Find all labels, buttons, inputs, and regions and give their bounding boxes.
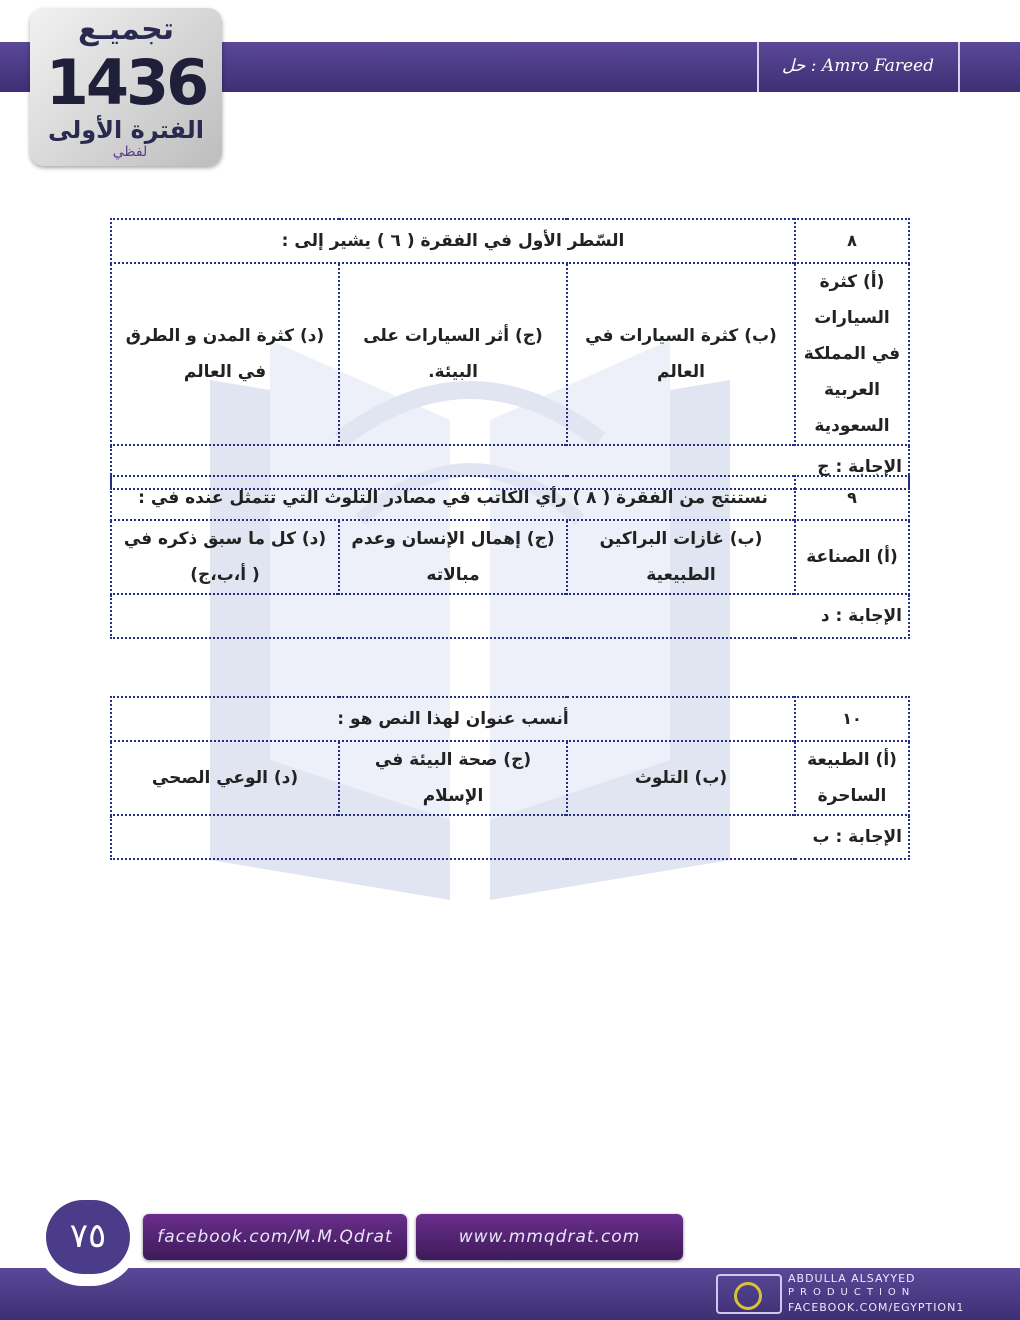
option-a[interactable]: (أ) كثرة السيارات في المملكة العربية السعودية <box>795 263 909 445</box>
option-d[interactable]: (د) الوعي الصحي <box>111 741 339 815</box>
option-d[interactable]: (د) كثرة المدن و الطرق في العالم <box>111 263 339 445</box>
answer: الإجابة : د <box>111 594 909 638</box>
credit-facebook: FACEBOOK.COM/EGYPTION1 <box>788 1301 965 1314</box>
option-b[interactable]: (ب) كثرة السيارات في العالم <box>567 263 795 445</box>
header-divider <box>757 42 759 92</box>
option-c[interactable]: (ج) إهمال الإنسان وعدم مبالاته <box>339 520 567 594</box>
option-c[interactable]: (ج) أثر السيارات على البيئة. <box>339 263 567 445</box>
header-divider <box>958 42 960 92</box>
question-block-8 <box>110 218 910 490</box>
question-text: السّطر الأول في الفقرة ( ٦ ) يشير إلى : <box>111 219 795 263</box>
production-credit <box>716 1272 1016 1316</box>
logo-year: 1436 <box>45 46 207 119</box>
question-number: ٩ <box>795 476 909 520</box>
logo-line4: لفظي <box>112 144 148 160</box>
credit-production: PRODUCTION <box>788 1287 916 1298</box>
option-a[interactable]: (أ) الطبيعة الساحرة <box>795 741 909 815</box>
answer: الإجابة : ب <box>111 815 909 859</box>
logo-line1: تجميـع <box>78 12 174 47</box>
page-number: ٧٥ <box>46 1200 130 1274</box>
option-c[interactable]: (ج) صحة البيئة في الإسلام <box>339 741 567 815</box>
question-block-10 <box>110 696 910 860</box>
question-block-9 <box>110 475 910 639</box>
question-number: ١٠ <box>795 697 909 741</box>
question-text: نستنتج من الفقرة ( ٨ ) رأي الكاتب في مصادر التلوث التي تتمثل عنده في : <box>111 476 795 520</box>
option-d[interactable]: (د) كل ما سبق ذكره في ( أ،ب،ج) <box>111 520 339 594</box>
option-b[interactable]: (ب) التلوث <box>567 741 795 815</box>
question-number: ٨ <box>795 219 909 263</box>
lens-icon <box>734 1282 762 1310</box>
camera-logo-icon <box>716 1274 782 1314</box>
collection-logo <box>30 8 222 166</box>
option-a[interactable]: (أ) الصناعة <box>795 520 909 594</box>
facebook-link[interactable]: facebook.com/M.M.Qdrat <box>143 1214 407 1260</box>
option-b[interactable]: (ب) غازات البراكين الطبيعية <box>567 520 795 594</box>
answer: الإجابة : ج <box>111 445 909 489</box>
question-text: أنسب عنوان لهذا النص هو : <box>111 697 795 741</box>
credit-name: ABDULLA ALSAYYED <box>788 1272 916 1285</box>
logo-line3: الفترة الأولى <box>47 116 205 144</box>
website-link[interactable]: www.mmqdrat.com <box>416 1214 683 1260</box>
solver-label: حل : Amro Fareed <box>782 56 934 76</box>
